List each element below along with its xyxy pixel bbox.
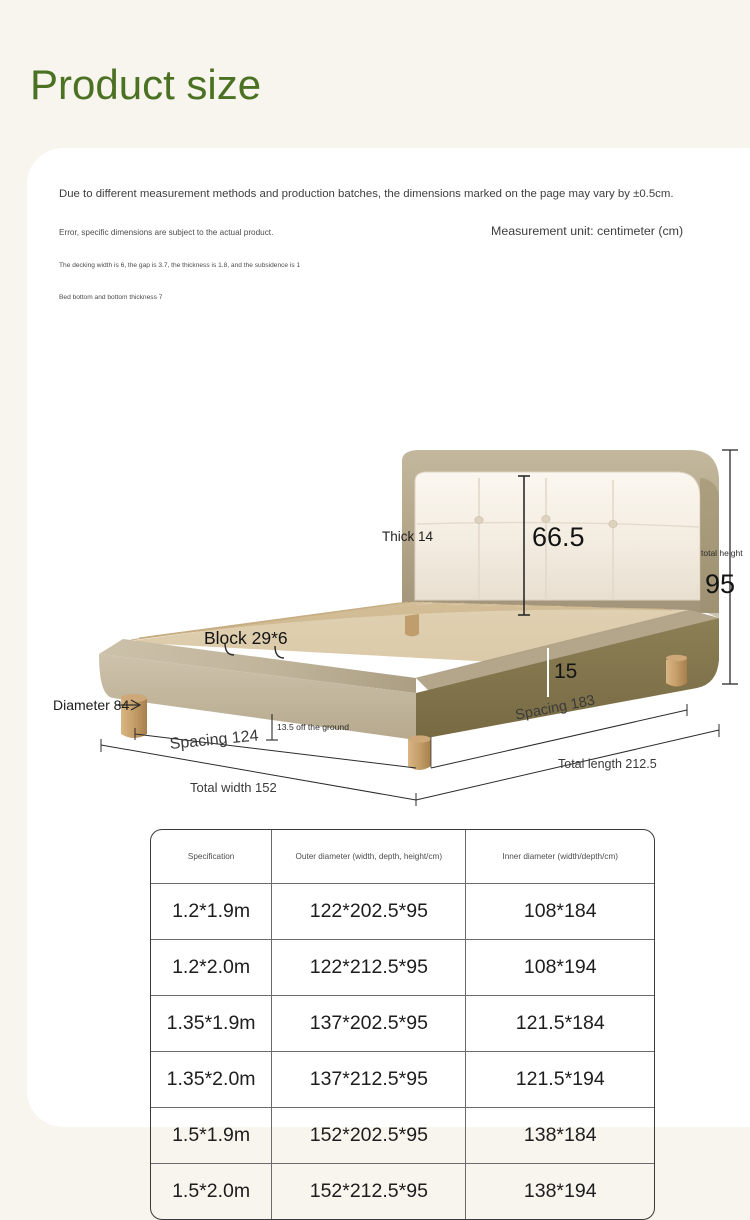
tuft-button bbox=[609, 520, 617, 527]
cell-specification: 1.35*2.0m bbox=[151, 1051, 272, 1107]
label-spacing-width: Spacing 124 bbox=[169, 727, 260, 753]
cell-outer-diameter: 137*202.5*95 bbox=[272, 995, 466, 1051]
cell-outer-diameter: 152*202.5*95 bbox=[272, 1107, 466, 1163]
label-headboard-thickness: Thick 14 bbox=[382, 529, 434, 544]
leg-top-rear-right bbox=[666, 655, 687, 661]
label-headboard-height: 66.5 bbox=[532, 522, 585, 552]
label-slat-block: Block 29*6 bbox=[204, 628, 288, 648]
cell-specification: 1.35*1.9m bbox=[151, 995, 272, 1051]
cell-outer-diameter: 152*212.5*95 bbox=[272, 1163, 466, 1219]
cell-inner-diameter: 108*184 bbox=[466, 883, 654, 939]
leg-top-front-right bbox=[408, 735, 431, 742]
table-row bbox=[151, 939, 654, 995]
cell-inner-diameter: 108*194 bbox=[466, 939, 654, 995]
label-leg-diameter: Diameter 84 bbox=[53, 697, 130, 713]
table-row bbox=[151, 1051, 654, 1107]
tuft-button bbox=[475, 516, 483, 523]
cell-specification: 1.2*1.9m bbox=[151, 883, 272, 939]
label-frame-height: 15 bbox=[554, 660, 578, 683]
label-total-width: Total width 152 bbox=[190, 780, 277, 795]
cell-inner-diameter: 138*194 bbox=[466, 1163, 654, 1219]
cell-inner-diameter: 121.5*194 bbox=[466, 1051, 654, 1107]
spec-table bbox=[151, 830, 654, 1219]
cell-outer-diameter: 122*202.5*95 bbox=[272, 883, 466, 939]
cell-inner-diameter: 138*184 bbox=[466, 1107, 654, 1163]
specification-table bbox=[150, 829, 655, 1220]
table-row bbox=[151, 995, 654, 1051]
spec-table-body bbox=[151, 883, 654, 1219]
label-total-height-caption: total height bbox=[701, 548, 743, 558]
table-row bbox=[151, 883, 654, 939]
cell-specification: 1.5*2.0m bbox=[151, 1163, 272, 1219]
note-bed-bottom-thickness: Bed bottom and bottom thickness 7 bbox=[59, 294, 163, 301]
bed-dimension-diagram bbox=[27, 148, 750, 795]
cell-specification: 1.5*1.9m bbox=[151, 1107, 272, 1163]
cell-outer-diameter: 122*212.5*95 bbox=[272, 939, 466, 995]
col-header-outer-diameter: Outer diameter (width, depth, height/cm) bbox=[272, 830, 466, 883]
spec-table-head bbox=[151, 830, 654, 883]
cell-inner-diameter: 121.5*184 bbox=[466, 995, 654, 1051]
label-spacing-length: Spacing 183 bbox=[514, 692, 597, 724]
table-row bbox=[151, 1107, 654, 1163]
content-card bbox=[27, 148, 750, 1202]
label-total-height-value: 95 bbox=[705, 569, 736, 599]
bed-illustration-svg bbox=[27, 148, 750, 808]
label-total-length: Total length 212.5 bbox=[558, 757, 657, 771]
note-decking-spec: The decking width is 6, the gap is 3.7, the thickness is 1.8, and the subsidence is 1 bbox=[59, 262, 301, 269]
leg-rear-left bbox=[405, 614, 419, 637]
table-header-row bbox=[151, 830, 654, 883]
table-row bbox=[151, 1163, 654, 1219]
cell-outer-diameter: 137*212.5*95 bbox=[272, 1051, 466, 1107]
note-error-disclaimer: Error, specific dimensions are subject to the actual product. bbox=[59, 228, 274, 237]
note-measurement-unit: Measurement unit: centimeter (cm) bbox=[491, 224, 684, 238]
cell-specification: 1.2*2.0m bbox=[151, 939, 272, 995]
col-header-specification: Specification bbox=[151, 830, 272, 883]
page-title: Product size bbox=[30, 61, 262, 108]
label-ground-clearance: 13.5 off the ground bbox=[277, 722, 349, 732]
col-header-inner-diameter: Inner diameter (width/depth/cm) bbox=[466, 830, 654, 883]
note-measurement-variance: Due to different measurement methods and production batches, the dimensions marked on the page may vary by ±0.5cm. bbox=[59, 188, 674, 200]
